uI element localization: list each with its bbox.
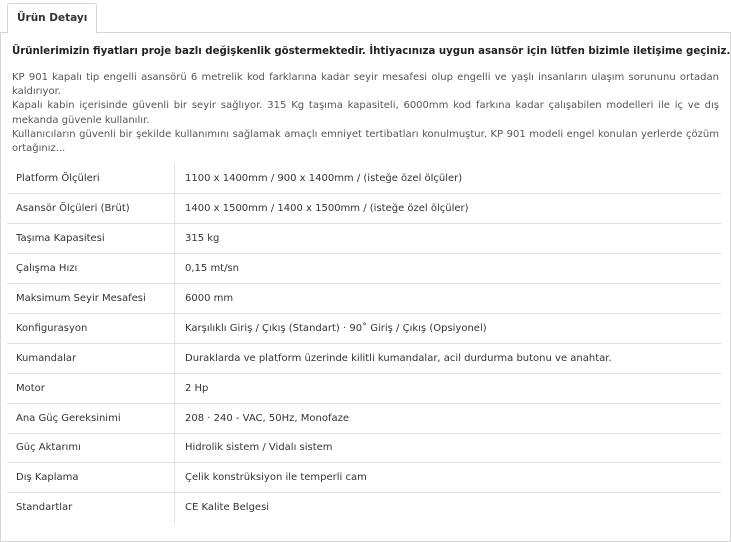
spec-row [7, 433, 721, 463]
spec-value: Duraklarda ve platform üzerinde kilitli kumandalar, acil durdurma butonu ve anahtar. [175, 343, 722, 373]
product-detail-panel [0, 32, 731, 542]
spec-label: Ana Güç Gereksinimi [7, 403, 175, 433]
spec-row [7, 463, 721, 493]
spec-row [7, 164, 721, 194]
spec-label: Platform Ölçüleri [7, 164, 175, 194]
spec-label: Konfigurasyon [7, 313, 175, 343]
spec-value: 0,15 mt/sn [175, 254, 722, 284]
spec-label: Çalışma Hızı [7, 254, 175, 284]
spec-label: Dış Kaplama [7, 463, 175, 493]
spec-row [7, 194, 721, 224]
spec-value: 2 Hp [175, 373, 722, 403]
spec-row [7, 224, 721, 254]
spec-value: 6000 mm [175, 284, 722, 314]
spec-label: Standartlar [7, 493, 175, 523]
spec-label: Maksimum Seyir Mesafesi [7, 284, 175, 314]
spec-value: Karşılıklı Giriş / Çıkış (Standart) · 90˚ Giriş / Çıkış (Opsiyonel) [175, 313, 722, 343]
spec-row [7, 313, 721, 343]
spec-row [7, 493, 721, 523]
spec-label: Asansör Ölçüleri (Brüt) [7, 194, 175, 224]
spec-row [7, 373, 721, 403]
spec-value: 315 kg [175, 224, 722, 254]
spec-value: Çelik konstrüksiyon ile temperli cam [175, 463, 722, 493]
pricing-notice: Ürünlerimizin fiyatları proje bazlı değişkenlik göstermektedir. İhtiyacınıza uygun asansör için lütfen bizimle iletişime geçiniz. [12, 46, 731, 57]
spec-row [7, 284, 721, 314]
product-description [12, 71, 719, 156]
description-paragraph: Kullanıcıların güvenli bir şekilde kullanımını sağlamak amaçlı emniyet tertibatları konulmuştur. KP 901 modeli engel konulan yerlerde çözüm ortağınız... [12, 128, 719, 155]
spec-value: 208 · 240 - VAC, 50Hz, Monofaze [175, 403, 722, 433]
tab-product-detail[interactable]: Ürün Detayı [7, 3, 97, 34]
spec-row [7, 403, 721, 433]
description-paragraph: KP 901 kapalı tip engelli asansörü 6 metrelik kod farklarına kadar seyir mesafesi olup engelli ve yaşlı insanların ulaşım sorununu ortadan kaldırıyor. [12, 72, 719, 98]
spec-row [7, 343, 721, 373]
spec-label: Kumandalar [7, 343, 175, 373]
description-paragraph: Kapalı kabin içerisinde güvenli bir seyir sağlıyor. 315 Kg taşıma kapasiteli, 6000mm kod farkına kadar çalışabilen modelleri ile iç ve dış mekanda güvenle kullanılır. [12, 100, 719, 126]
spec-value: Hidrolik sistem / Vidalı sistem [175, 433, 722, 463]
spec-value: CE Kalite Belgesi [175, 493, 722, 523]
spec-label: Güç Aktarımı [7, 433, 175, 463]
spec-row [7, 254, 721, 284]
spec-value: 1100 x 1400mm / 900 x 1400mm / (isteğe özel ölçüler) [185, 173, 463, 185]
spec-label: Taşıma Kapasitesi [7, 224, 175, 254]
spec-label: Motor [7, 373, 175, 403]
tab-bar [0, 0, 731, 33]
spec-value: 1400 x 1500mm / 1400 x 1500mm / (isteğe özel ölçüler) [175, 194, 722, 224]
spec-table [7, 164, 721, 523]
